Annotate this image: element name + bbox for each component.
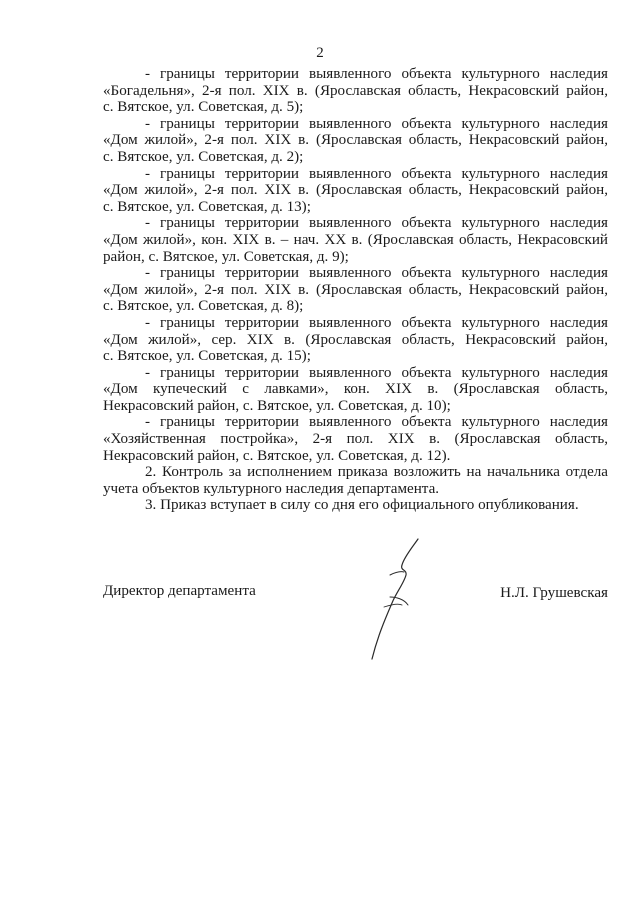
list-item-line: район, с. Вятское, ул. Советская, д. 9);	[103, 248, 349, 265]
list-item	[103, 116, 608, 166]
list-item-line: «Дом жилой», 2-я пол. XIX в. (Ярославская область, Некрасовский район,	[103, 281, 608, 298]
clause-3	[103, 497, 608, 514]
list-item-line: - границы территории выявленного объекта культурного наследия	[145, 215, 608, 232]
list-item-line: - границы территории выявленного объекта культурного наследия	[145, 314, 608, 331]
signatory-name: Н.Л. Грушевская	[500, 585, 608, 601]
list-item-line: Некрасовский район, с. Вятское, ул. Советская, д. 12).	[103, 447, 451, 464]
list-item-line: с. Вятское, ул. Советская, д. 8);	[103, 298, 304, 315]
list-item-line: с. Вятское, ул. Советская, д. 13);	[103, 198, 311, 215]
list-item-line: «Дом купеческий с лавками», кон. XIX в. (Ярославская область,	[103, 381, 608, 398]
list-item-line: - границы территории выявленного объекта культурного наследия	[145, 66, 608, 82]
list-item	[103, 365, 608, 415]
handwritten-signature	[360, 535, 430, 665]
list-item-line: «Дом жилой», кон. XIX в. – нач. XX в. (Ярославская область, Некрасовский	[103, 231, 608, 248]
list-item-line: - границы территории выявленного объекта культурного наследия	[145, 364, 608, 381]
list-item-line: Некрасовский район, с. Вятское, ул. Советская, д. 10);	[103, 397, 451, 414]
list-item-line: «Богадельня», 2-я пол. XIX в. (Ярославская область, Некрасовский район,	[103, 82, 608, 99]
list-item	[103, 66, 608, 116]
list-item-line: «Хозяйственная постройка», 2-я пол. XIX в. (Ярославская область,	[103, 431, 608, 448]
list-item-line: с. Вятское, ул. Советская, д. 5);	[103, 99, 304, 116]
list-item-line: - границы территории выявленного объекта культурного наследия	[145, 265, 608, 282]
list-item-line: с. Вятское, ул. Советская, д. 15);	[103, 348, 311, 365]
list-item-line: - границы территории выявленного объекта культурного наследия	[145, 115, 608, 132]
signatory-position: Директор департамента	[103, 583, 256, 599]
list-item	[103, 414, 608, 464]
document-body	[103, 66, 608, 514]
list-item	[103, 315, 608, 365]
clause-2-line: 2. Контроль за исполнением приказа возложить на начальника отдела	[145, 464, 608, 481]
page-number: 2	[316, 45, 324, 61]
list-item-line: с. Вятское, ул. Советская, д. 2);	[103, 148, 304, 165]
list-item-line: «Дом жилой», 2-я пол. XIX в. (Ярославская область, Некрасовский район,	[103, 182, 608, 199]
list-item	[103, 166, 608, 216]
list-item-line: «Дом жилой», 2-я пол. XIX в. (Ярославская область, Некрасовский район,	[103, 132, 608, 149]
list-item	[103, 265, 608, 315]
list-item	[103, 215, 608, 265]
clause-2-line: учета объектов культурного наследия департамента.	[103, 480, 440, 497]
clause-3-line: 3. Приказ вступает в силу со дня его официального опубликования.	[145, 497, 579, 514]
clause-2	[103, 464, 608, 497]
list-item-line: - границы территории выявленного объекта культурного наследия	[145, 414, 608, 431]
list-item-line: - границы территории выявленного объекта культурного наследия	[145, 165, 608, 182]
list-item-line: «Дом жилой», сер. XIX в. (Ярославская область, Некрасовский район,	[103, 331, 608, 348]
